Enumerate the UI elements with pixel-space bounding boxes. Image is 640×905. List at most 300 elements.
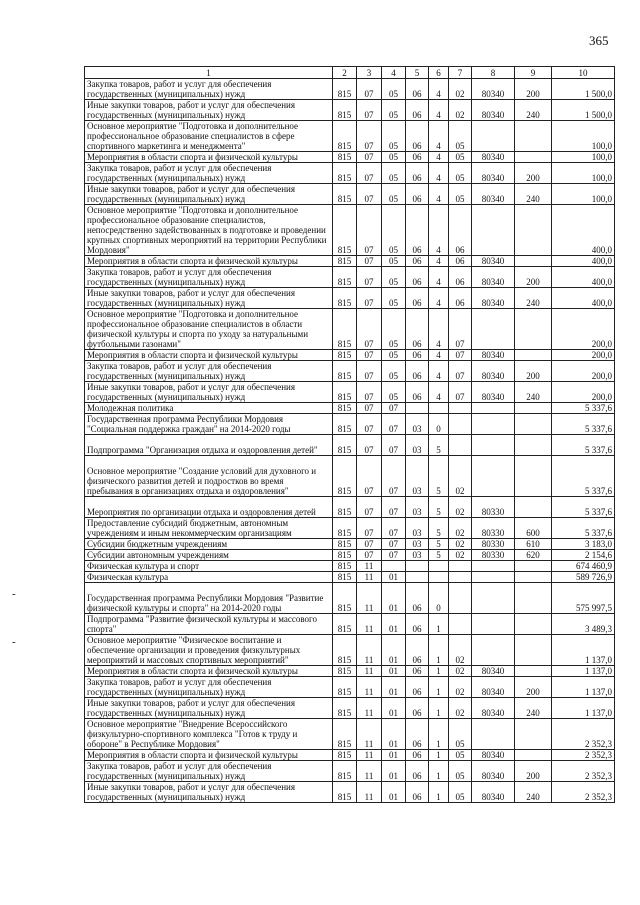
code-cell: 815 [333, 550, 357, 561]
table-row [85, 782, 615, 803]
code-cell: 200 [515, 761, 552, 782]
code-cell: 0 [429, 583, 449, 614]
code-cell [449, 614, 472, 635]
code-cell: 815 [333, 267, 357, 288]
code-cell: 5 [429, 497, 449, 518]
row-description: Государственная программа Республики Мордовия "Развитие физической культуры и спорта" на 2014-2020 годы [85, 583, 333, 614]
row-description: Основное мероприятие "Создание условий для духовного и физического развития детей и подростков во время пребывания в организациях отдыха и оздоровления" [85, 456, 333, 497]
code-cell: 07 [382, 539, 406, 550]
table-body [85, 79, 615, 803]
code-cell: 05 [382, 121, 406, 152]
column-header: 1 [85, 67, 333, 79]
budget-table [84, 66, 615, 803]
code-cell [515, 572, 552, 583]
row-description: Иные закупки товаров, работ и услуг для обеспечения государственных (муниципальных) нужд [85, 782, 333, 803]
amount-cell: 200,0 [552, 361, 615, 382]
code-cell: 240 [515, 382, 552, 403]
code-cell: 01 [382, 782, 406, 803]
code-cell: 815 [333, 288, 357, 309]
code-cell: 600 [515, 518, 552, 539]
code-cell: 07 [357, 539, 382, 550]
code-cell: 815 [333, 572, 357, 583]
table-row [85, 750, 615, 761]
code-cell: 05 [382, 309, 406, 350]
row-description: Иные закупки товаров, работ и услуг для обеспечения государственных (муниципальных) нужд [85, 382, 333, 403]
row-description: Предоставление субсидий бюджетным, автономным учреждениям и иным некоммерческим организациям [85, 518, 333, 539]
code-cell: 01 [382, 750, 406, 761]
code-cell: 07 [357, 550, 382, 561]
code-cell: 05 [382, 288, 406, 309]
code-cell: 1 [429, 719, 449, 750]
code-cell: 80340 [472, 267, 515, 288]
code-cell: 01 [382, 572, 406, 583]
code-cell: 1 [429, 750, 449, 761]
code-cell: 07 [357, 497, 382, 518]
code-cell: 11 [357, 583, 382, 614]
code-cell: 06 [406, 635, 429, 666]
code-cell: 01 [382, 635, 406, 666]
amount-cell: 5 337,6 [552, 518, 615, 539]
code-cell: 01 [382, 761, 406, 782]
code-cell: 05 [449, 152, 472, 163]
code-cell: 05 [449, 184, 472, 205]
code-cell: 05 [382, 350, 406, 361]
amount-cell: 100,0 [552, 152, 615, 163]
code-cell [515, 583, 552, 614]
code-cell [472, 583, 515, 614]
code-cell: 03 [406, 550, 429, 561]
code-cell: 4 [429, 288, 449, 309]
code-cell: 02 [449, 518, 472, 539]
code-cell: 07 [357, 309, 382, 350]
code-cell: 240 [515, 698, 552, 719]
table-row [85, 288, 615, 309]
code-cell: 80340 [472, 256, 515, 267]
code-cell: 815 [333, 583, 357, 614]
code-cell: 11 [357, 666, 382, 677]
code-cell: 06 [406, 361, 429, 382]
code-cell: 815 [333, 761, 357, 782]
code-cell: 07 [382, 497, 406, 518]
code-cell: 80340 [472, 79, 515, 100]
row-description: Основное мероприятие "Физическое воспитание и обеспечение организации и проведения физкультурных мероприятий и массовых спортивных мероприятий" [85, 635, 333, 666]
code-cell: 07 [382, 403, 406, 414]
row-description: Физическая культура и спорт [85, 561, 333, 572]
code-cell [515, 497, 552, 518]
code-cell: 815 [333, 666, 357, 677]
code-cell: 06 [406, 719, 429, 750]
table-row [85, 435, 615, 456]
code-cell: 4 [429, 100, 449, 121]
code-cell: 815 [333, 635, 357, 666]
table-row [85, 614, 615, 635]
table-row [85, 267, 615, 288]
row-description: Основное мероприятие "Подготовка и дополнительное профессиональное образование специалистов в сфере спортивного маркетинга и менеджмента" [85, 121, 333, 152]
column-header: 6 [429, 67, 449, 79]
code-cell: 07 [382, 518, 406, 539]
row-description: Субсидии бюджетным учреждениям [85, 539, 333, 550]
table-row [85, 350, 615, 361]
code-cell: 815 [333, 435, 357, 456]
code-cell [472, 614, 515, 635]
code-cell [472, 561, 515, 572]
amount-cell: 674 460,9 [552, 561, 615, 572]
code-cell: 200 [515, 163, 552, 184]
code-cell: 11 [357, 761, 382, 782]
amount-cell: 1 500,0 [552, 100, 615, 121]
code-cell: 1 [429, 666, 449, 677]
code-cell [449, 583, 472, 614]
code-cell: 07 [357, 100, 382, 121]
code-cell: 1 [429, 782, 449, 803]
code-cell: 06 [406, 288, 429, 309]
code-cell: 815 [333, 414, 357, 435]
amount-cell: 5 337,6 [552, 456, 615, 497]
row-description: Закупка товаров, работ и услуг для обеспечения государственных (муниципальных) нужд [85, 79, 333, 100]
amount-cell: 200,0 [552, 382, 615, 403]
code-cell: 815 [333, 698, 357, 719]
code-cell: 03 [406, 539, 429, 550]
code-cell: 4 [429, 350, 449, 361]
code-cell: 03 [406, 435, 429, 456]
code-cell: 815 [333, 561, 357, 572]
code-cell: 07 [449, 309, 472, 350]
column-header: 2 [333, 67, 357, 79]
code-cell: 02 [449, 677, 472, 698]
code-cell: 05 [382, 267, 406, 288]
code-cell: 02 [449, 100, 472, 121]
code-cell [472, 309, 515, 350]
code-cell: 03 [406, 414, 429, 435]
code-cell [515, 309, 552, 350]
code-cell: 07 [357, 184, 382, 205]
code-cell: 80330 [472, 539, 515, 550]
code-cell: 01 [382, 719, 406, 750]
code-cell [382, 561, 406, 572]
table-row [85, 561, 615, 572]
table-row [85, 163, 615, 184]
code-cell: 80340 [472, 761, 515, 782]
amount-cell: 3 183,0 [552, 539, 615, 550]
amount-cell: 100,0 [552, 163, 615, 184]
column-header: 10 [552, 67, 615, 79]
code-cell: 07 [357, 382, 382, 403]
code-cell: 03 [406, 497, 429, 518]
code-cell: 815 [333, 79, 357, 100]
code-cell: 815 [333, 163, 357, 184]
row-description: Мероприятия в области спорта и физической культуры [85, 152, 333, 163]
code-cell: 11 [357, 750, 382, 761]
code-cell [449, 403, 472, 414]
code-cell: 5 [429, 518, 449, 539]
code-cell [472, 414, 515, 435]
code-cell: 07 [449, 350, 472, 361]
code-cell: 4 [429, 152, 449, 163]
code-cell: 06 [406, 782, 429, 803]
row-description: Иные закупки товаров, работ и услуг для обеспечения государственных (муниципальных) нужд [85, 698, 333, 719]
row-description: Молодежная политика [85, 403, 333, 414]
code-cell: 06 [449, 288, 472, 309]
code-cell [515, 403, 552, 414]
code-cell: 4 [429, 382, 449, 403]
table-row [85, 550, 615, 561]
code-cell [515, 666, 552, 677]
amount-cell: 200,0 [552, 350, 615, 361]
amount-cell: 589 726,9 [552, 572, 615, 583]
table-row [85, 205, 615, 256]
code-cell [515, 750, 552, 761]
table-row [85, 79, 615, 100]
code-cell: 06 [406, 583, 429, 614]
code-cell: 200 [515, 677, 552, 698]
code-cell: 4 [429, 163, 449, 184]
code-cell: 07 [357, 403, 382, 414]
code-cell: 4 [429, 361, 449, 382]
row-description: Физическая культура [85, 572, 333, 583]
row-description: Основное мероприятие "Подготовка и дополнительное профессиональное образование специалистов, непосредственно задействованных в подготовке и проведении крупных спортивных мероприятий на территории Республики Мордовия" [85, 205, 333, 256]
code-cell: 01 [382, 698, 406, 719]
table-row [85, 456, 615, 497]
code-cell: 06 [406, 184, 429, 205]
code-cell: 815 [333, 205, 357, 256]
code-cell: 06 [406, 100, 429, 121]
code-cell: 1 [429, 761, 449, 782]
code-cell: 80340 [472, 100, 515, 121]
code-cell: 06 [406, 666, 429, 677]
code-cell: 06 [406, 163, 429, 184]
code-cell [429, 403, 449, 414]
code-cell: 815 [333, 100, 357, 121]
amount-cell: 2 352,3 [552, 782, 615, 803]
code-cell: 01 [382, 583, 406, 614]
code-cell [515, 561, 552, 572]
code-cell: 07 [357, 350, 382, 361]
code-cell: 05 [449, 782, 472, 803]
code-cell: 02 [449, 456, 472, 497]
amount-cell: 5 337,6 [552, 414, 615, 435]
table-row [85, 382, 615, 403]
code-cell: 11 [357, 698, 382, 719]
code-cell: 620 [515, 550, 552, 561]
code-cell [515, 205, 552, 256]
code-cell [449, 561, 472, 572]
row-description: Подпрограмма "Организация отдыха и оздоровления детей" [85, 435, 333, 456]
code-cell: 07 [357, 456, 382, 497]
code-cell: 05 [449, 121, 472, 152]
code-cell: 815 [333, 152, 357, 163]
row-description: Иные закупки товаров, работ и услуг для обеспечения государственных (муниципальных) нужд [85, 288, 333, 309]
code-cell: 80340 [472, 666, 515, 677]
code-cell: 240 [515, 184, 552, 205]
code-cell [515, 635, 552, 666]
row-description: Мероприятия в области спорта и физической культуры [85, 666, 333, 677]
page-number: 365 [589, 33, 609, 48]
amount-cell: 400,0 [552, 267, 615, 288]
table-row [85, 309, 615, 350]
table-header-row [85, 67, 615, 79]
code-cell: 80340 [472, 163, 515, 184]
amount-cell: 400,0 [552, 205, 615, 256]
code-cell: 06 [406, 677, 429, 698]
code-cell: 11 [357, 782, 382, 803]
code-cell [406, 561, 429, 572]
code-cell [515, 350, 552, 361]
table-row [85, 572, 615, 583]
code-cell: 02 [449, 550, 472, 561]
amount-cell: 100,0 [552, 121, 615, 152]
table-row [85, 677, 615, 698]
code-cell: 815 [333, 750, 357, 761]
code-cell: 80330 [472, 497, 515, 518]
code-cell: 07 [357, 121, 382, 152]
table-row [85, 761, 615, 782]
code-cell [472, 121, 515, 152]
code-cell: 02 [449, 539, 472, 550]
code-cell: 07 [357, 163, 382, 184]
code-cell: 02 [449, 666, 472, 677]
code-cell [472, 435, 515, 456]
row-description: Закупка товаров, работ и услуг для обеспечения государственных (муниципальных) нужд [85, 677, 333, 698]
code-cell: 200 [515, 79, 552, 100]
code-cell [515, 435, 552, 456]
code-cell: 06 [406, 205, 429, 256]
amount-cell: 575 997,5 [552, 583, 615, 614]
amount-cell: 5 337,6 [552, 435, 615, 456]
table-row [85, 666, 615, 677]
code-cell [472, 719, 515, 750]
code-cell: 05 [382, 184, 406, 205]
code-cell: 80330 [472, 550, 515, 561]
amount-cell: 1 500,0 [552, 79, 615, 100]
amount-cell: 1 137,0 [552, 635, 615, 666]
code-cell: 01 [382, 666, 406, 677]
code-cell: 4 [429, 267, 449, 288]
code-cell: 1 [429, 698, 449, 719]
row-description: Субсидии автономным учреждениям [85, 550, 333, 561]
code-cell: 06 [406, 761, 429, 782]
code-cell: 240 [515, 100, 552, 121]
code-cell: 80340 [472, 382, 515, 403]
code-cell: 11 [357, 677, 382, 698]
code-cell: 02 [449, 635, 472, 666]
code-cell [472, 635, 515, 666]
code-cell: 07 [357, 361, 382, 382]
code-cell: 06 [406, 121, 429, 152]
table-row [85, 583, 615, 614]
amount-cell: 2 154,6 [552, 550, 615, 561]
table-row [85, 256, 615, 267]
code-cell: 815 [333, 121, 357, 152]
code-cell: 11 [357, 635, 382, 666]
code-cell: 5 [429, 539, 449, 550]
table-row [85, 497, 615, 518]
code-cell: 815 [333, 497, 357, 518]
code-cell: 4 [429, 309, 449, 350]
table-row [85, 518, 615, 539]
row-description: Мероприятия по организации отдыха и оздоровления детей [85, 497, 333, 518]
code-cell: 80340 [472, 350, 515, 361]
code-cell: 05 [382, 79, 406, 100]
code-cell: 815 [333, 403, 357, 414]
code-cell: 11 [357, 572, 382, 583]
amount-cell: 2 352,3 [552, 750, 615, 761]
code-cell: 05 [382, 382, 406, 403]
code-cell: 07 [449, 361, 472, 382]
column-header: 4 [382, 67, 406, 79]
amount-cell: 100,0 [552, 184, 615, 205]
column-header: 8 [472, 67, 515, 79]
code-cell: 07 [357, 152, 382, 163]
table-row [85, 100, 615, 121]
code-cell: 05 [382, 361, 406, 382]
code-cell: 815 [333, 518, 357, 539]
code-cell: 07 [382, 550, 406, 561]
code-cell [449, 414, 472, 435]
code-cell: 06 [406, 267, 429, 288]
code-cell [429, 561, 449, 572]
code-cell: 07 [382, 456, 406, 497]
amount-cell: 1 137,0 [552, 677, 615, 698]
code-cell: 03 [406, 456, 429, 497]
amount-cell: 400,0 [552, 256, 615, 267]
code-cell: 05 [382, 256, 406, 267]
code-cell: 80340 [472, 184, 515, 205]
code-cell [406, 403, 429, 414]
code-cell: 4 [429, 256, 449, 267]
code-cell [515, 152, 552, 163]
row-description: Закупка товаров, работ и услуг для обеспечения государственных (муниципальных) нужд [85, 361, 333, 382]
code-cell: 07 [357, 518, 382, 539]
row-description: Основное мероприятие "Внедрение Всероссийского физкультурно-спортивного комплекса "Готов к труду и обороне" в Республике Мордовия" [85, 719, 333, 750]
row-description: Закупка товаров, работ и услуг для обеспечения государственных (муниципальных) нужд [85, 163, 333, 184]
code-cell: 02 [449, 79, 472, 100]
code-cell: 815 [333, 782, 357, 803]
table-row [85, 635, 615, 666]
row-description: Закупка товаров, работ и услуг для обеспечения государственных (муниципальных) нужд [85, 267, 333, 288]
code-cell: 07 [357, 256, 382, 267]
code-cell [472, 572, 515, 583]
amount-cell: 200,0 [552, 309, 615, 350]
code-cell: 1 [429, 614, 449, 635]
code-cell [429, 572, 449, 583]
code-cell: 06 [406, 152, 429, 163]
code-cell: 815 [333, 719, 357, 750]
code-cell: 610 [515, 539, 552, 550]
row-description: Закупка товаров, работ и услуг для обеспечения государственных (муниципальных) нужд [85, 761, 333, 782]
code-cell: 07 [382, 414, 406, 435]
code-cell: 06 [449, 205, 472, 256]
code-cell: 01 [382, 614, 406, 635]
code-cell: 06 [406, 309, 429, 350]
code-cell: 815 [333, 382, 357, 403]
code-cell: 06 [406, 256, 429, 267]
code-cell: 06 [449, 267, 472, 288]
amount-cell: 5 337,6 [552, 497, 615, 518]
code-cell: 06 [406, 750, 429, 761]
code-cell [449, 572, 472, 583]
column-header: 5 [406, 67, 429, 79]
code-cell: 80340 [472, 782, 515, 803]
code-cell: 07 [357, 414, 382, 435]
code-cell: 815 [333, 350, 357, 361]
code-cell: 11 [357, 614, 382, 635]
code-cell [515, 719, 552, 750]
table-row [85, 184, 615, 205]
code-cell: 815 [333, 456, 357, 497]
code-cell [515, 256, 552, 267]
amount-cell: 2 352,3 [552, 719, 615, 750]
code-cell: 200 [515, 361, 552, 382]
